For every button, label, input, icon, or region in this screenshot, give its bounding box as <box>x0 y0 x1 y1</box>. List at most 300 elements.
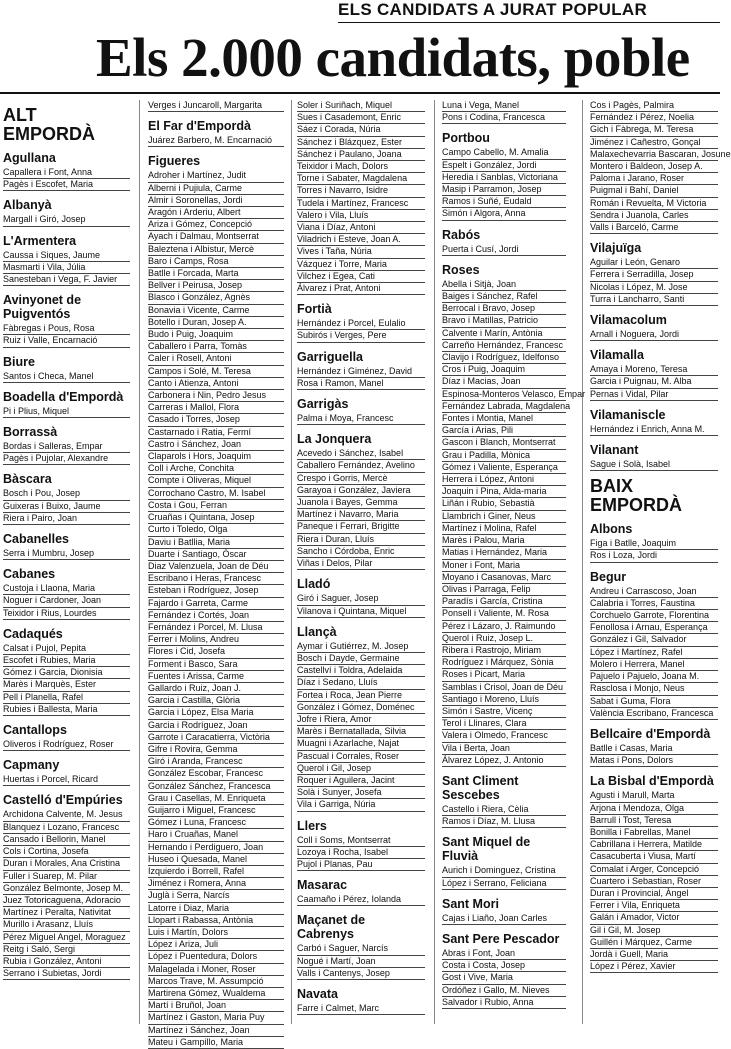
town-heading: Rabós <box>442 227 481 242</box>
candidate-name: Amaya i Moreno, Teresa <box>590 364 718 376</box>
candidate-name: Palma i Moya, Francesc <box>297 413 425 425</box>
column-2 <box>148 100 284 1047</box>
town-heading: Sant Climent Sescebes <box>442 773 519 802</box>
candidate-name: Joaquin i Pina, Alda-maria <box>442 486 566 498</box>
column-5 <box>590 100 731 1024</box>
candidate-name: Cruañas i Quintana, Josep <box>148 512 284 524</box>
town-heading: Cabanelles <box>3 532 70 547</box>
candidate-name: Torres i Navarro, Isidre <box>297 185 425 197</box>
candidate-name: Giró i Saguer, Josep <box>297 593 425 605</box>
town-heading: Navata <box>297 986 338 1001</box>
candidate-name: Gifre i Rovira, Gemma <box>148 744 284 756</box>
candidate-name: Duran i Morales, Ana Cristina <box>3 858 130 870</box>
candidate-name: Pajuelo i Pajuelo, Joana M. <box>590 671 718 683</box>
candidate-name: Rosa i Ramon, Manel <box>297 378 425 390</box>
candidate-name: Almir i Soronellas, Jordi <box>148 195 284 207</box>
candidate-name: Andreu i Carrascoso, Joan <box>590 586 718 598</box>
candidate-name: Fuller i Suarep, M. Pilar <box>3 871 130 883</box>
candidate-name: Vila i Garriga, Núria <box>297 799 425 811</box>
candidate-name: Claparols i Hors, Joaquim <box>148 451 284 463</box>
candidate-name: Pascual i Corrales, Roser <box>297 751 425 763</box>
candidate-name: Jordà i Guell, Maria <box>590 949 718 961</box>
candidate-name: Ponsell i Valiente, M. Rosa <box>442 608 566 620</box>
candidate-name: Abella i Sitjà, Joan <box>442 279 566 291</box>
candidate-name: Gallardo i Ruiz, Joan J. <box>148 683 284 695</box>
candidate-name: Santiago i Moreno, Lluís <box>442 694 566 706</box>
candidate-name: Verges i Juncaroll, Margarita <box>148 100 284 112</box>
candidate-name: Simón i Sastre, Vicenç <box>442 706 566 718</box>
town-heading: Sant Miquel de Fluvià <box>442 835 531 864</box>
candidate-name: Martí i Bruñol, Joan <box>148 1000 284 1012</box>
candidate-name: Sancho i Córdoba, Enric <box>297 546 425 558</box>
candidate-name: Hernández i Enrich, Anna M. <box>590 424 718 436</box>
town-heading: Vilamalla <box>590 348 644 363</box>
candidate-name: Ferrera i Serradilla, Josep <box>590 269 718 281</box>
candidate-name: González Belmonte, Josep M. <box>3 883 130 895</box>
column-1 <box>3 100 130 1024</box>
town-heading: Bellcaire d'Empordà <box>590 726 711 741</box>
candidate-name: Costa i Gou, Ferran <box>148 500 284 512</box>
candidate-name: Alberni i Pujiula, Carme <box>148 183 284 195</box>
candidate-name: Batlle i Forcada, Marta <box>148 268 284 280</box>
candidate-name: Compte i Oliveras, Miquel <box>148 475 284 487</box>
candidate-name: Malaxechevarria Bascaran, Josune <box>590 149 718 161</box>
candidate-name: Garcia i Rodríguez, Joan <box>148 720 284 732</box>
candidate-name: Espinosa-Monteros Velasco, Empar <box>442 389 566 401</box>
candidate-name: Bonavia i Vicente, Carme <box>148 305 284 317</box>
town-heading: Agullana <box>3 151 56 165</box>
candidate-name: Gómez i Valiente, Esperança <box>442 462 566 474</box>
candidate-name: Juárez Barbero, M. Encarnació <box>148 135 284 147</box>
candidate-name: Román i Revuelta, M Victoria <box>590 198 718 210</box>
candidate-name: Hernando i Perdiguero, Joan <box>148 842 284 854</box>
town-heading: Boadella d'Empordà <box>3 389 124 404</box>
candidate-name: Vila i Berta, Joan <box>442 743 566 755</box>
candidate-name: López i Pérez, Xavier <box>590 961 718 973</box>
candidate-name: Coll i Soms, Montserrat <box>297 835 425 847</box>
candidate-name: Jiménez i Cañestro, Gonçal <box>590 137 718 149</box>
town-heading: Vilajuïga <box>590 241 642 256</box>
candidate-name: Guijarro i Miguel, Francesc <box>148 805 284 817</box>
candidate-name: Ariza i Gómez, Concepció <box>148 219 284 231</box>
candidate-name: Calvente i Marín, Antònia <box>442 328 566 340</box>
candidate-name: Salvador i Rubio, Anna <box>442 997 566 1009</box>
headline-rule <box>0 92 720 94</box>
candidate-name: Garayoa i González, Javiera <box>297 485 425 497</box>
candidate-name: Aurich i Dominguez, Cristina <box>442 865 566 877</box>
candidate-name: Ramos i Suñé, Eudald <box>442 196 566 208</box>
candidate-name: Masmarti i Vila, Júlia <box>3 262 130 274</box>
candidate-name: Álvarez i Prat, Antoni <box>297 283 425 295</box>
candidate-name: Blanquez i Lozano, Francesc <box>3 822 130 834</box>
candidate-name: Rodríguez i Márquez, Sònia <box>442 657 566 669</box>
candidate-name: Juez Totoricaguena, Adoracio <box>3 895 130 907</box>
candidate-name: López i Puentedura, Dolors <box>148 951 284 963</box>
town-heading: Vilamacolum <box>590 313 667 328</box>
candidate-name: Clavijo i Rodríguez, Idelfonso <box>442 352 566 364</box>
candidate-name: Caussa i Siques, Jaume <box>3 250 130 262</box>
candidate-name: Haro i Cruañas, Manel <box>148 829 284 841</box>
candidate-name: Querol i Gil, Josep <box>297 763 425 775</box>
candidate-name: Carbonera i Nin, Pedro Jesus <box>148 390 284 402</box>
candidate-name: Torne i Sabater, Magdalena <box>297 173 425 185</box>
candidate-name: Castellví i Toldra, Adelaida <box>297 665 425 677</box>
candidate-name: López i Ariza, Juli <box>148 939 284 951</box>
candidate-name: Campo Cabello, M. Amalia <box>442 147 566 159</box>
candidate-name: Martirena Gómez, Wualdema <box>148 988 284 1000</box>
town-heading: Sant Mori <box>442 896 499 911</box>
candidate-name: Ordóñez i Gallo, M. Nieves <box>442 985 566 997</box>
kicker-rule <box>338 22 720 23</box>
candidate-name: Cros i Puig, Joaquim <box>442 364 566 376</box>
candidate-name: Diaz Valenzuela, Joan de Déu <box>148 561 284 573</box>
candidate-name: Riera i Duran, Lluís <box>297 534 425 546</box>
candidate-name: Soler i Suriñach, Miquel <box>297 100 425 112</box>
candidate-name: Terol i Llinares, Clara <box>442 718 566 730</box>
candidate-name: Hernández i Giménez, David <box>297 366 425 378</box>
candidate-name: Noguer i Cardoner, Joan <box>3 595 130 607</box>
candidate-name: Berrocal i Bravo, Josep <box>442 303 566 315</box>
town-heading: Llançà <box>297 624 337 639</box>
candidate-name: Pagès i Escofet, Maria <box>3 179 130 191</box>
candidate-name: Sáez i Corada, Núria <box>297 124 425 136</box>
candidate-name: Olivas i Parraga, Felip <box>442 584 566 596</box>
candidate-name: Molero i Herrera, Manel <box>590 659 718 671</box>
candidate-name: Galán i Amador, Victor <box>590 912 718 924</box>
candidate-name: Cajas i Liaño, Joan Carles <box>442 913 566 925</box>
town-heading: Masarac <box>297 878 348 893</box>
candidate-name: Paloma i Jarano, Roser <box>590 173 718 185</box>
candidate-name: Adroher i Martínez, Judit <box>148 170 284 182</box>
town-heading: Castelló d'Empúries <box>3 793 123 808</box>
candidate-name: Duran i Provincial, Àngel <box>590 888 718 900</box>
candidate-name: Serrano i Subietas, Jordi <box>3 968 130 980</box>
candidate-name: Valera i Olmedo, Francesc <box>442 730 566 742</box>
candidate-name: Margall i Giró, Josep <box>3 214 130 226</box>
candidate-name: Ferrer i Vila, Enriqueta <box>590 900 718 912</box>
headline: Els 2.000 candidats, poble <box>96 27 690 88</box>
candidate-name: Martínez i Sánchez, Joan <box>148 1025 284 1037</box>
candidate-name: Fenollosa i Arnau, Esperança <box>590 622 718 634</box>
candidate-name: Nogué i Martí, Joan <box>297 956 425 968</box>
candidate-name: Cos i Pagès, Palmira <box>590 100 718 112</box>
candidate-name: Cabrillana i Herrera, Matilde <box>590 839 718 851</box>
candidate-name: Álvarez López, J. Antonio <box>442 755 566 767</box>
candidate-name: Bravo i Matillas, Patricio <box>442 315 566 327</box>
candidate-name: Espelt i González, Jordi <box>442 160 566 172</box>
kicker: ELS CANDIDATS A JURAT POPULAR <box>338 0 648 19</box>
candidate-name: Duarte i Santiago, Òscar <box>148 549 284 561</box>
region-heading: BAIX EMPORDÀ <box>590 476 683 516</box>
candidate-name: Ferrer i Molins, Andreu <box>148 634 284 646</box>
town-heading: L'Armentera <box>3 233 77 248</box>
candidate-columns <box>0 100 731 1047</box>
candidate-name: Baleztena i Albistur, Mercè <box>148 244 284 256</box>
candidate-name: Turra i Lancharro, Santi <box>590 294 718 306</box>
candidate-name: Fernández i Pérez, Noelia <box>590 112 718 124</box>
candidate-name: Llopart i Rabassa, Antònia <box>148 915 284 927</box>
candidate-name: Jiménez i Romera, Anna <box>148 878 284 890</box>
town-heading: Bàscara <box>3 472 52 487</box>
candidate-name: Ruiz i Valle, Encarnació <box>3 335 130 347</box>
candidate-name: Giró i Aranda, Francesc <box>148 756 284 768</box>
candidate-name: Bordas i Salleras, Empar <box>3 441 130 453</box>
candidate-name: Juglà i Serra, Narcís <box>148 890 284 902</box>
candidate-name: València Escribano, Francesca <box>590 708 718 720</box>
town-heading: Roses <box>442 262 480 277</box>
town-heading: Cantallops <box>3 723 67 738</box>
town-heading: Lladó <box>297 577 331 592</box>
candidate-name: Pi i Plius, Miquel <box>3 406 130 418</box>
candidate-name: Riera i Pairo, Joan <box>3 513 130 525</box>
candidate-name: González Sánchez, Francesca <box>148 781 284 793</box>
candidate-name: Rasclosa i Monjo, Neus <box>590 683 718 695</box>
candidate-name: Ayach i Dalmau, Montserrat <box>148 231 284 243</box>
candidate-name: Batlle i Casas, Maria <box>590 743 718 755</box>
candidate-name: Ramos i Díaz, M. Llusa <box>442 816 566 828</box>
candidate-name: Castro i Sánchez, Joan <box>148 439 284 451</box>
candidate-name: Fontes i Montia, Manel <box>442 413 566 425</box>
candidate-name: Acevedo i Sánchez, Isabel <box>297 448 425 460</box>
candidate-name: Bonilla i Fabrellas, Manel <box>590 827 718 839</box>
town-heading: Sant Pere Pescador <box>442 931 560 946</box>
candidate-name: Lozoya i Rocha, Isabel <box>297 847 425 859</box>
candidate-name: Martínez i Peralta, Nativitat <box>3 907 130 919</box>
candidate-name: Pernas i Vidal, Pilar <box>590 389 718 401</box>
town-heading: Cadaqués <box>3 626 63 641</box>
candidate-name: Curto i Toledo, Olga <box>148 524 284 536</box>
candidate-name: Fàbregas i Pous, Rosa <box>3 323 130 335</box>
candidate-name: Paradís i García, Cristina <box>442 596 566 608</box>
candidate-name: Pagès i Pujolar, Alexandre <box>3 453 130 465</box>
candidate-name: Pérez i Lázaro, J. Raimundo <box>442 621 566 633</box>
candidate-name: Serra i Mumbru, Josep <box>3 548 130 560</box>
town-heading: Garrigàs <box>297 397 349 412</box>
candidate-name: Valls i Barceló, Carme <box>590 222 718 234</box>
candidate-name: Vázquez i Torre, Maria <box>297 259 425 271</box>
candidate-name: Daviu i Batllia, Maria <box>148 537 284 549</box>
candidate-name: Murillo i Arasanz, Lluís <box>3 919 130 931</box>
candidate-name: Rubies i Ballesta, Maria <box>3 704 130 716</box>
candidate-name: Puigmal i Bahí, Daniel <box>590 185 718 197</box>
candidate-name: Tudela i Martínez, Francesc <box>297 198 425 210</box>
candidate-name: Agusti i Marull, Marta <box>590 790 718 802</box>
candidate-name: Simón i Algora, Anna <box>442 208 566 220</box>
candidate-name: Gómez i Luna, Francesc <box>148 817 284 829</box>
candidate-name: Farre i Calmet, Marc <box>297 1003 425 1015</box>
candidate-name: Huseo i Quesada, Manel <box>148 854 284 866</box>
candidate-name: Oliveros i Rodríguez, Roser <box>3 739 130 751</box>
candidate-name: Grau i Padilla, Mònica <box>442 450 566 462</box>
candidate-name: Crespo i Gorris, Mercè <box>297 473 425 485</box>
candidate-name: Sanesteban i Vega, F. Javier <box>3 274 130 286</box>
candidate-name: Marcos Trave, M. Assumpció <box>148 976 284 988</box>
candidate-name: Samblas i Crisol, Joan de Déu <box>442 682 566 694</box>
candidate-name: Baiges i Sánchez, Rafel <box>442 291 566 303</box>
town-heading: Portbou <box>442 131 490 146</box>
town-heading: Maçanet de Cabrenys <box>297 913 366 942</box>
candidate-name: Casacuberta i Viusa, Martí <box>590 851 718 863</box>
candidate-name: Pujol i Planas, Pau <box>297 859 425 871</box>
candidate-name: Santos i Checa, Manel <box>3 371 130 383</box>
candidate-name: Escribano i Heras, Francesc <box>148 573 284 585</box>
candidate-name: Ros i Loza, Jordi <box>590 550 718 562</box>
candidate-name: Marès i Bernatallada, Silvia <box>297 726 425 738</box>
candidate-name: Montero i Baldeon, Josep A. <box>590 161 718 173</box>
candidate-name: Baro i Camps, Rosa <box>148 256 284 268</box>
column-3 <box>297 100 425 1024</box>
candidate-name: Caler i Rosell, Antoni <box>148 353 284 365</box>
candidate-name: Esteban i Rodríguez, Josep <box>148 585 284 597</box>
candidate-name: Guillén i Márquez, Carme <box>590 937 718 949</box>
town-heading: Capmany <box>3 758 60 773</box>
candidate-name: Subirós i Verges, Pere <box>297 330 425 342</box>
candidate-name: Díaz i Sedano, Lluís <box>297 677 425 689</box>
candidate-name: López i Martínez, Rafel <box>590 647 718 659</box>
candidate-name: González i Gómez, Doménec <box>297 702 425 714</box>
candidate-name: Martínez i Gaston, Maria Puy <box>148 1012 284 1024</box>
candidate-name: Campos i Solé, M. Teresa <box>148 366 284 378</box>
candidate-name: Izquierdo i Borrell, Rafel <box>148 866 284 878</box>
candidate-name: Garrote i Caracatierra, Victòria <box>148 732 284 744</box>
candidate-name: González i Gil, Salvador <box>590 634 718 646</box>
candidate-name: Fuentes i Arissa, Carme <box>148 671 284 683</box>
candidate-name: Canto i Atienza, Antoni <box>148 378 284 390</box>
candidate-name: Teixidor i Mach, Dolors <box>297 161 425 173</box>
candidate-name: Sague i Solà, Isabel <box>590 459 718 471</box>
candidate-name: Fernández Labrada, Magdalena <box>442 401 566 413</box>
candidate-name: Vilanova i Quintana, Miquel <box>297 606 425 618</box>
candidate-name: Sues i Casademont, Enric <box>297 112 425 124</box>
candidate-name: Ribera i Rastrojo, Miriam <box>442 645 566 657</box>
candidate-name: Fortea i Roca, Jean Pierre <box>297 690 425 702</box>
candidate-name: Figa i Batlle, Joaquim <box>590 538 718 550</box>
candidate-name: Gascon i Blanch, Montserrat <box>442 437 566 449</box>
candidate-name: Budo i Puig, Joaquim <box>148 329 284 341</box>
candidate-name: Moner i Font, Maria <box>442 560 566 572</box>
candidate-name: Archidona Calvente, M. Jesus <box>3 809 130 821</box>
candidate-name: Martínez i Navarro, Maria <box>297 509 425 521</box>
column-4 <box>442 100 586 1024</box>
candidate-name: Sánchez i Blázquez, Ester <box>297 137 425 149</box>
candidate-name: Pons i Codina, Francesca <box>442 112 566 124</box>
town-heading: Vilanant <box>590 443 639 458</box>
candidate-name: Garcia i Castilla, Glòria <box>148 695 284 707</box>
candidate-name: Juanola i Bayes, Gemma <box>297 497 425 509</box>
candidate-name: González Escobar, Francesc <box>148 768 284 780</box>
town-heading: Biure <box>3 354 35 369</box>
candidate-name: Nicolas i López, M. Jose <box>590 282 718 294</box>
candidate-name: Paneque i Ferrari, Brigitte <box>297 521 425 533</box>
candidate-name: Capallera i Font, Anna <box>3 167 130 179</box>
candidate-name: Puerta i Cusí, Jordi <box>442 244 566 256</box>
candidate-name: Corchuelo Garrote, Florentina <box>590 610 718 622</box>
town-heading: La Jonquera <box>297 432 372 447</box>
candidate-name: Caballero i Parra, Tomàs <box>148 341 284 353</box>
candidate-name: Blasco i González, Agnès <box>148 292 284 304</box>
town-heading: Avinyonet de Puigventós <box>3 293 82 322</box>
candidate-name: Liñán i Rubio, Sebastià <box>442 498 566 510</box>
town-heading: Albons <box>590 522 633 537</box>
candidate-name: Arjona i Mendoza, Olga <box>590 803 718 815</box>
candidate-name: Calsat i Pujol, Pepita <box>3 643 130 655</box>
region-heading: ALT EMPORDÀ <box>3 105 96 144</box>
candidate-name: Díaz i Macias, Joan <box>442 376 566 388</box>
candidate-name: Corrochano Castro, M. Isabel <box>148 488 284 500</box>
candidate-name: Viñas i Delos, Pilar <box>297 558 425 570</box>
candidate-name: Teixidor i Rius, Lourdes <box>3 608 130 620</box>
town-heading: Garriguella <box>297 349 363 364</box>
candidate-name: Escofet i Rubies, Maria <box>3 655 130 667</box>
candidate-name: Marès i Marquès, Ester <box>3 679 130 691</box>
candidate-name: Reitg i Saló, Sergi <box>3 944 130 956</box>
candidate-name: Jofre i Riera, Amor <box>297 714 425 726</box>
town-heading: Albanyà <box>3 198 52 213</box>
candidate-name: Barrull i Tost, Teresa <box>590 815 718 827</box>
town-heading: La Bisbal d'Empordà <box>590 774 714 789</box>
candidate-name: Cansado i Bellorin, Manel <box>3 834 130 846</box>
town-heading: Borrassà <box>3 425 58 440</box>
candidate-name: Coll i Arche, Conchita <box>148 463 284 475</box>
candidate-name: Sendra i Juanola, Carles <box>590 210 718 222</box>
candidate-name: Carreras i Mallol, Flora <box>148 402 284 414</box>
candidate-name: Comalat i Arger, Concepció <box>590 864 718 876</box>
candidate-name: Guixeras i Buixo, Jaume <box>3 501 130 513</box>
candidate-name: Roquer i Aguilera, Jacint <box>297 775 425 787</box>
candidate-name: Cols i Cortina, Josefa <box>3 846 130 858</box>
candidate-name: Costa i Costa, Josep <box>442 960 566 972</box>
candidate-name: López i Serrano, Feliciana <box>442 878 566 890</box>
candidate-name: Querol i Ruiz, Josep L. <box>442 633 566 645</box>
candidate-name: Carreño Hernández, Francesc <box>442 340 566 352</box>
candidate-name: Garcia i Puignau, M. Alba <box>590 376 718 388</box>
candidate-name: Latorre i Diaz, Maria <box>148 903 284 915</box>
candidate-name: García i Arias, Pili <box>442 425 566 437</box>
town-heading: Figueres <box>148 154 201 169</box>
town-heading: Fortià <box>297 302 332 317</box>
town-heading: Begur <box>590 569 627 584</box>
candidate-name: Fernández i Porcel, M. Llusa <box>148 622 284 634</box>
candidate-name: Gich i Fàbrega, M. Teresa <box>590 124 718 136</box>
candidate-name: Cuartero i Sebastian, Roser <box>590 876 718 888</box>
candidate-name: Bellver i Peirusa, Josep <box>148 280 284 292</box>
candidate-name: Vilchez i Egea, Cati <box>297 271 425 283</box>
candidate-name: Hernández i Porcel, Eulalio <box>297 318 425 330</box>
candidate-name: Valls i Cantenys, Josep <box>297 968 425 980</box>
candidate-name: Malagelada i Moner, Roser <box>148 964 284 976</box>
candidate-name: Roses i Picart, Maria <box>442 669 566 681</box>
candidate-name: Matias i Hernández, Maria <box>442 547 566 559</box>
candidate-name: Fajardo i Garreta, Carme <box>148 598 284 610</box>
candidate-name: Custoja i Llaona, Maria <box>3 583 130 595</box>
candidate-name: Llambrich i Giner, Neus <box>442 511 566 523</box>
candidate-name: Valero i Vila, Lluís <box>297 210 425 222</box>
candidate-name: Muagni i Azarlache, Najat <box>297 738 425 750</box>
candidate-name: Fernández i Cortés, Joan <box>148 610 284 622</box>
candidate-name: Matas i Pons, Dolors <box>590 755 718 767</box>
candidate-name: Mateu i Gampillo, Maria <box>148 1037 284 1049</box>
candidate-name: Garcia i López, Elsa Maria <box>148 707 284 719</box>
candidate-name: Pérez Miguel Angel, Moraguez <box>3 932 130 944</box>
candidate-name: Pell i Planella, Rafel <box>3 692 130 704</box>
candidate-name: Flores i Cid, Josefa <box>148 646 284 658</box>
candidate-name: Viladrich i Esteve, Joan A. <box>297 234 425 246</box>
candidate-name: Gómez i Garcia, Dionisia <box>3 667 130 679</box>
candidate-name: Rubia i González, Antoni <box>3 956 130 968</box>
candidate-name: Vives i Taña, Núria <box>297 246 425 258</box>
candidate-name: Caballero Fernández, Avelino <box>297 460 425 472</box>
candidate-name: Calabria i Torres, Faustina <box>590 598 718 610</box>
